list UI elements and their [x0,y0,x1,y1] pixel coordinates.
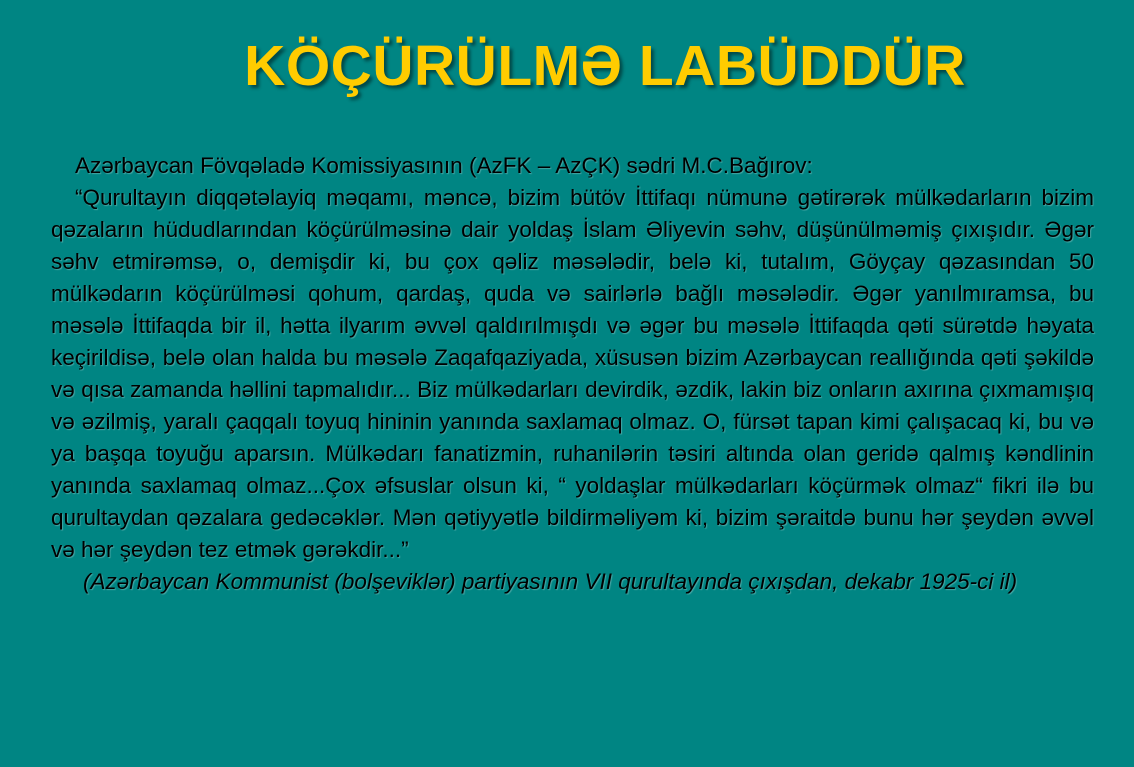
source-citation: (Azərbaycan Kommunist (bolşeviklər) partiyasının VII qurultayında çıxışdan, dekabr 1925-ci il) [83,569,1018,594]
intro-line: Azərbaycan Fövqəladə Komissiyasının (AzFK – AzÇK) sədri M.C.Bağırov: [75,153,813,178]
slide-body [51,150,1094,598]
quote-paragraph: “Qurultayın diqqətəlayiq məqamı, məncə, bizim bütöv İttifaqı nümunə gətirərək mülkədarların bizim qəzaların hüdudlarından köçürülməsinə dair yoldaş İslam Əliyevin səhv, düşünülməmiş çıxışıdır. Əgər səhv etmirəmsə, o, demişdir ki, bu çox qəliz məsələdir, belə ki, tutalım, Göyçay qəzasından 50 mülkədarın köçürülməsi qohum, qardaş, quda və sairlərlə bağlı məsələdir. Əgər yanılmıramsa, bu məsələ İttifaqda bir il, hətta ilyarım əvvəl qaldırılmışdı və əgər bu məsələ İttifaqda qəti sürətdə həyata keçirildisə, belə olan halda bu məsələ Zaqafqaziyada, xüsusən bizim Azərbaycan reallığında qəti şəkildə və qısa zamanda həllini tapmalıdır... Biz mülkədarları devirdik, əzdik, lakin biz onların axırına çıxmamışıq və əzilmiş, yaralı çaqqalı toyuq hininin yanında saxlamaq olmaz. O, fürsət tapan kimi çalışacaq ki, bu və ya başqa toyuğu aparsın. Mülkədarı fanatizmin, ruhanilərin təsiri altında olan geridə qalmış kəndlinin yanında saxlamaq olmaz...Çox əfsuslar olsun ki, “ yoldaşlar mülkədarları köçürmək olmaz“ fikri ilə bu qurultaydan qəzalara gedəcəklər. Mən qətiyyətlə bildirməliyəm ki, bizim şəraitdə bunu hər şeydən əvvəl və hər şeydən tez etmək gərəkdir...” [51,185,1094,562]
slide-title: KÖÇÜRÜLMƏ LABÜDDÜR [244,34,966,98]
